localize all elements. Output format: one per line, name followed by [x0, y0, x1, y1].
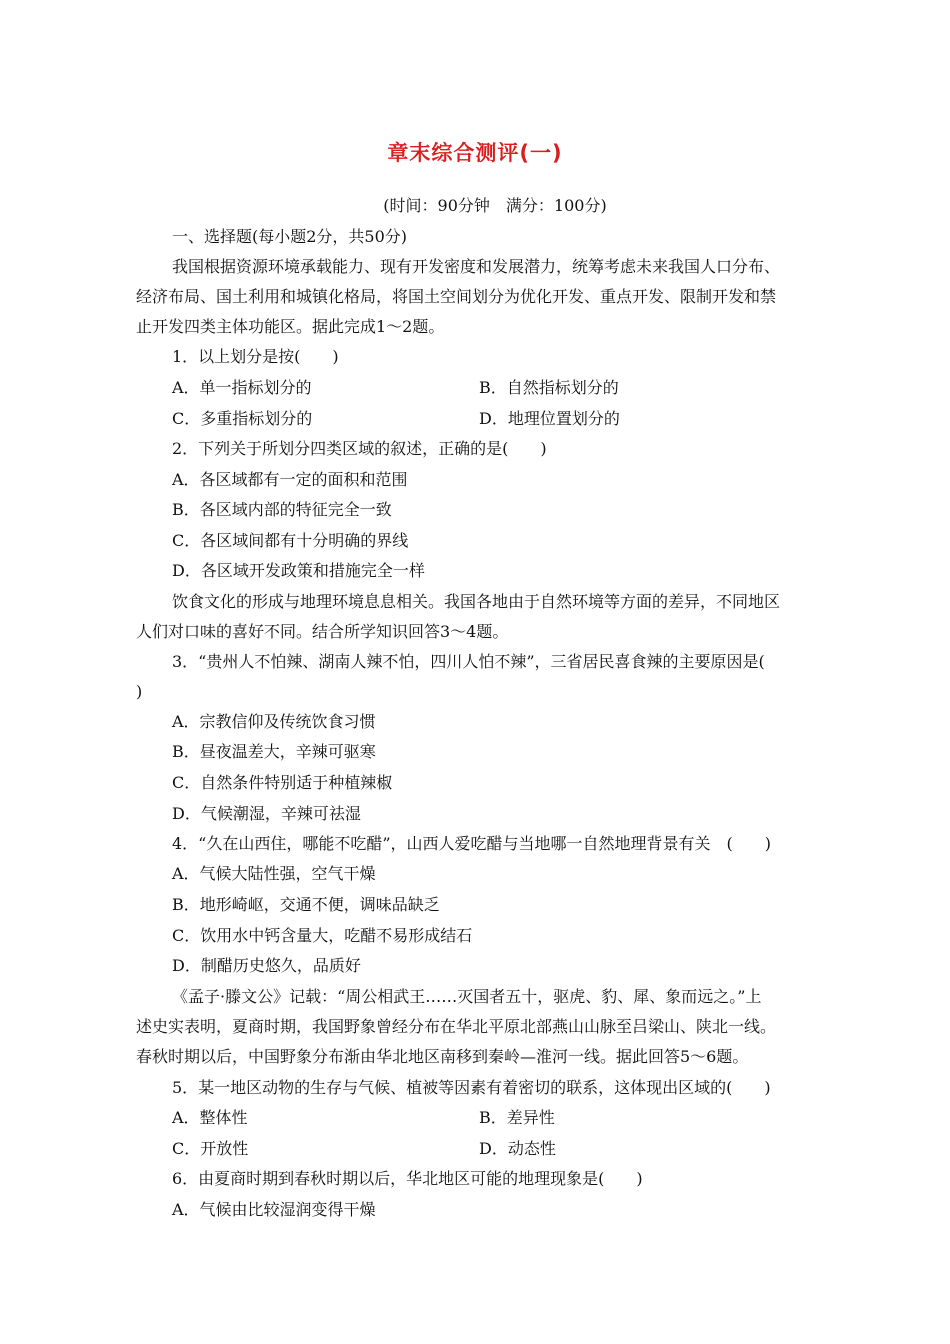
passage-line: 述史实表明，夏商时期，我国野象曾经分布在华北平原北部燕山山脉至吕梁山、陕北一线。 [136, 1017, 777, 1036]
passage-line: 人们对口味的喜好不同。结合所学知识回答3～4题。 [136, 622, 509, 641]
answer-option: D．各区域开发政策和措施完全一样 [172, 561, 425, 580]
answer-option: B．自然指标划分的 [479, 378, 619, 397]
answer-option: D．地理位置划分的 [479, 409, 620, 428]
passage-line: 春秋时期以后，中国野象分布渐由华北地区南移到秦岭—淮河一线。据此回答5～6题。 [136, 1047, 749, 1066]
answer-option: A．宗教信仰及传统饮食习惯 [172, 712, 376, 731]
answer-option: A．各区域都有一定的面积和范围 [172, 470, 408, 489]
answer-option: B．各区域内部的特征完全一致 [172, 500, 392, 519]
passage-line: 我国根据资源环境承载能力、现有开发密度和发展潜力，统筹考虑未来我国人口分布、 [172, 257, 781, 276]
page-title: 章末综合测评(一) [387, 141, 563, 165]
answer-option: A．气候由比较湿润变得干燥 [172, 1200, 376, 1219]
answer-option: C．开放性 [172, 1139, 249, 1158]
passage-line: 止开发四类主体功能区。据此完成1～2题。 [136, 317, 445, 336]
question-stem: 1．以上划分是按( ) [172, 347, 339, 366]
question-stem-continued: ) [136, 682, 143, 701]
question-stem: 6．由夏商时期到春秋时期以后，华北地区可能的地理现象是( ) [172, 1169, 643, 1188]
passage-line: 经济布局、国土利用和城镇化格局，将国土空间划分为优化开发、重点开发、限制开发和禁 [136, 287, 777, 306]
passage-line: 饮食文化的形成与地理环境息息相关。我国各地由于自然环境等方面的差异，不同地区 [172, 592, 781, 611]
answer-option: B．差异性 [479, 1108, 555, 1127]
question-stem: 2．下列关于所划分四类区域的叙述，正确的是( ) [172, 439, 547, 458]
answer-option: A．单一指标划分的 [172, 378, 312, 397]
answer-option: D．动态性 [479, 1139, 556, 1158]
answer-option: B．地形崎岖，交通不便，调味品缺乏 [172, 895, 440, 914]
answer-option: C．各区域间都有十分明确的界线 [172, 531, 409, 550]
answer-option: B．昼夜温差大，辛辣可驱寒 [172, 742, 376, 761]
exam-meta: (时间：90分钟 满分：100分) [383, 196, 607, 215]
section-heading: 一、选择题(每小题2分，共50分) [172, 227, 408, 246]
answer-option: D．气候潮湿，辛辣可祛湿 [172, 804, 361, 823]
question-stem: 3．“贵州人不怕辣、湖南人辣不怕，四川人怕不辣”，三省居民喜食辣的主要原因是( [172, 652, 765, 671]
answer-option: D．制醋历史悠久，品质好 [172, 956, 361, 975]
answer-option: A．整体性 [172, 1108, 248, 1127]
answer-option: C．多重指标划分的 [172, 409, 313, 428]
question-stem: 5．某一地区动物的生存与气候、植被等因素有着密切的联系，这体现出区域的( ) [172, 1078, 771, 1097]
answer-option: C．饮用水中钙含量大，吃醋不易形成结石 [172, 926, 473, 945]
answer-option: A．气候大陆性强，空气干燥 [172, 864, 376, 883]
answer-option: C．自然条件特别适于种植辣椒 [172, 773, 393, 792]
question-stem: 4．“久在山西住，哪能不吃醋”，山西人爱吃醋与当地哪一自然地理背景有关 ( ) [172, 834, 772, 853]
passage-line: 《孟子·滕文公》记载：“周公相武王……灭国者五十，驱虎、豹、犀、象而远之。”上 [172, 987, 762, 1006]
